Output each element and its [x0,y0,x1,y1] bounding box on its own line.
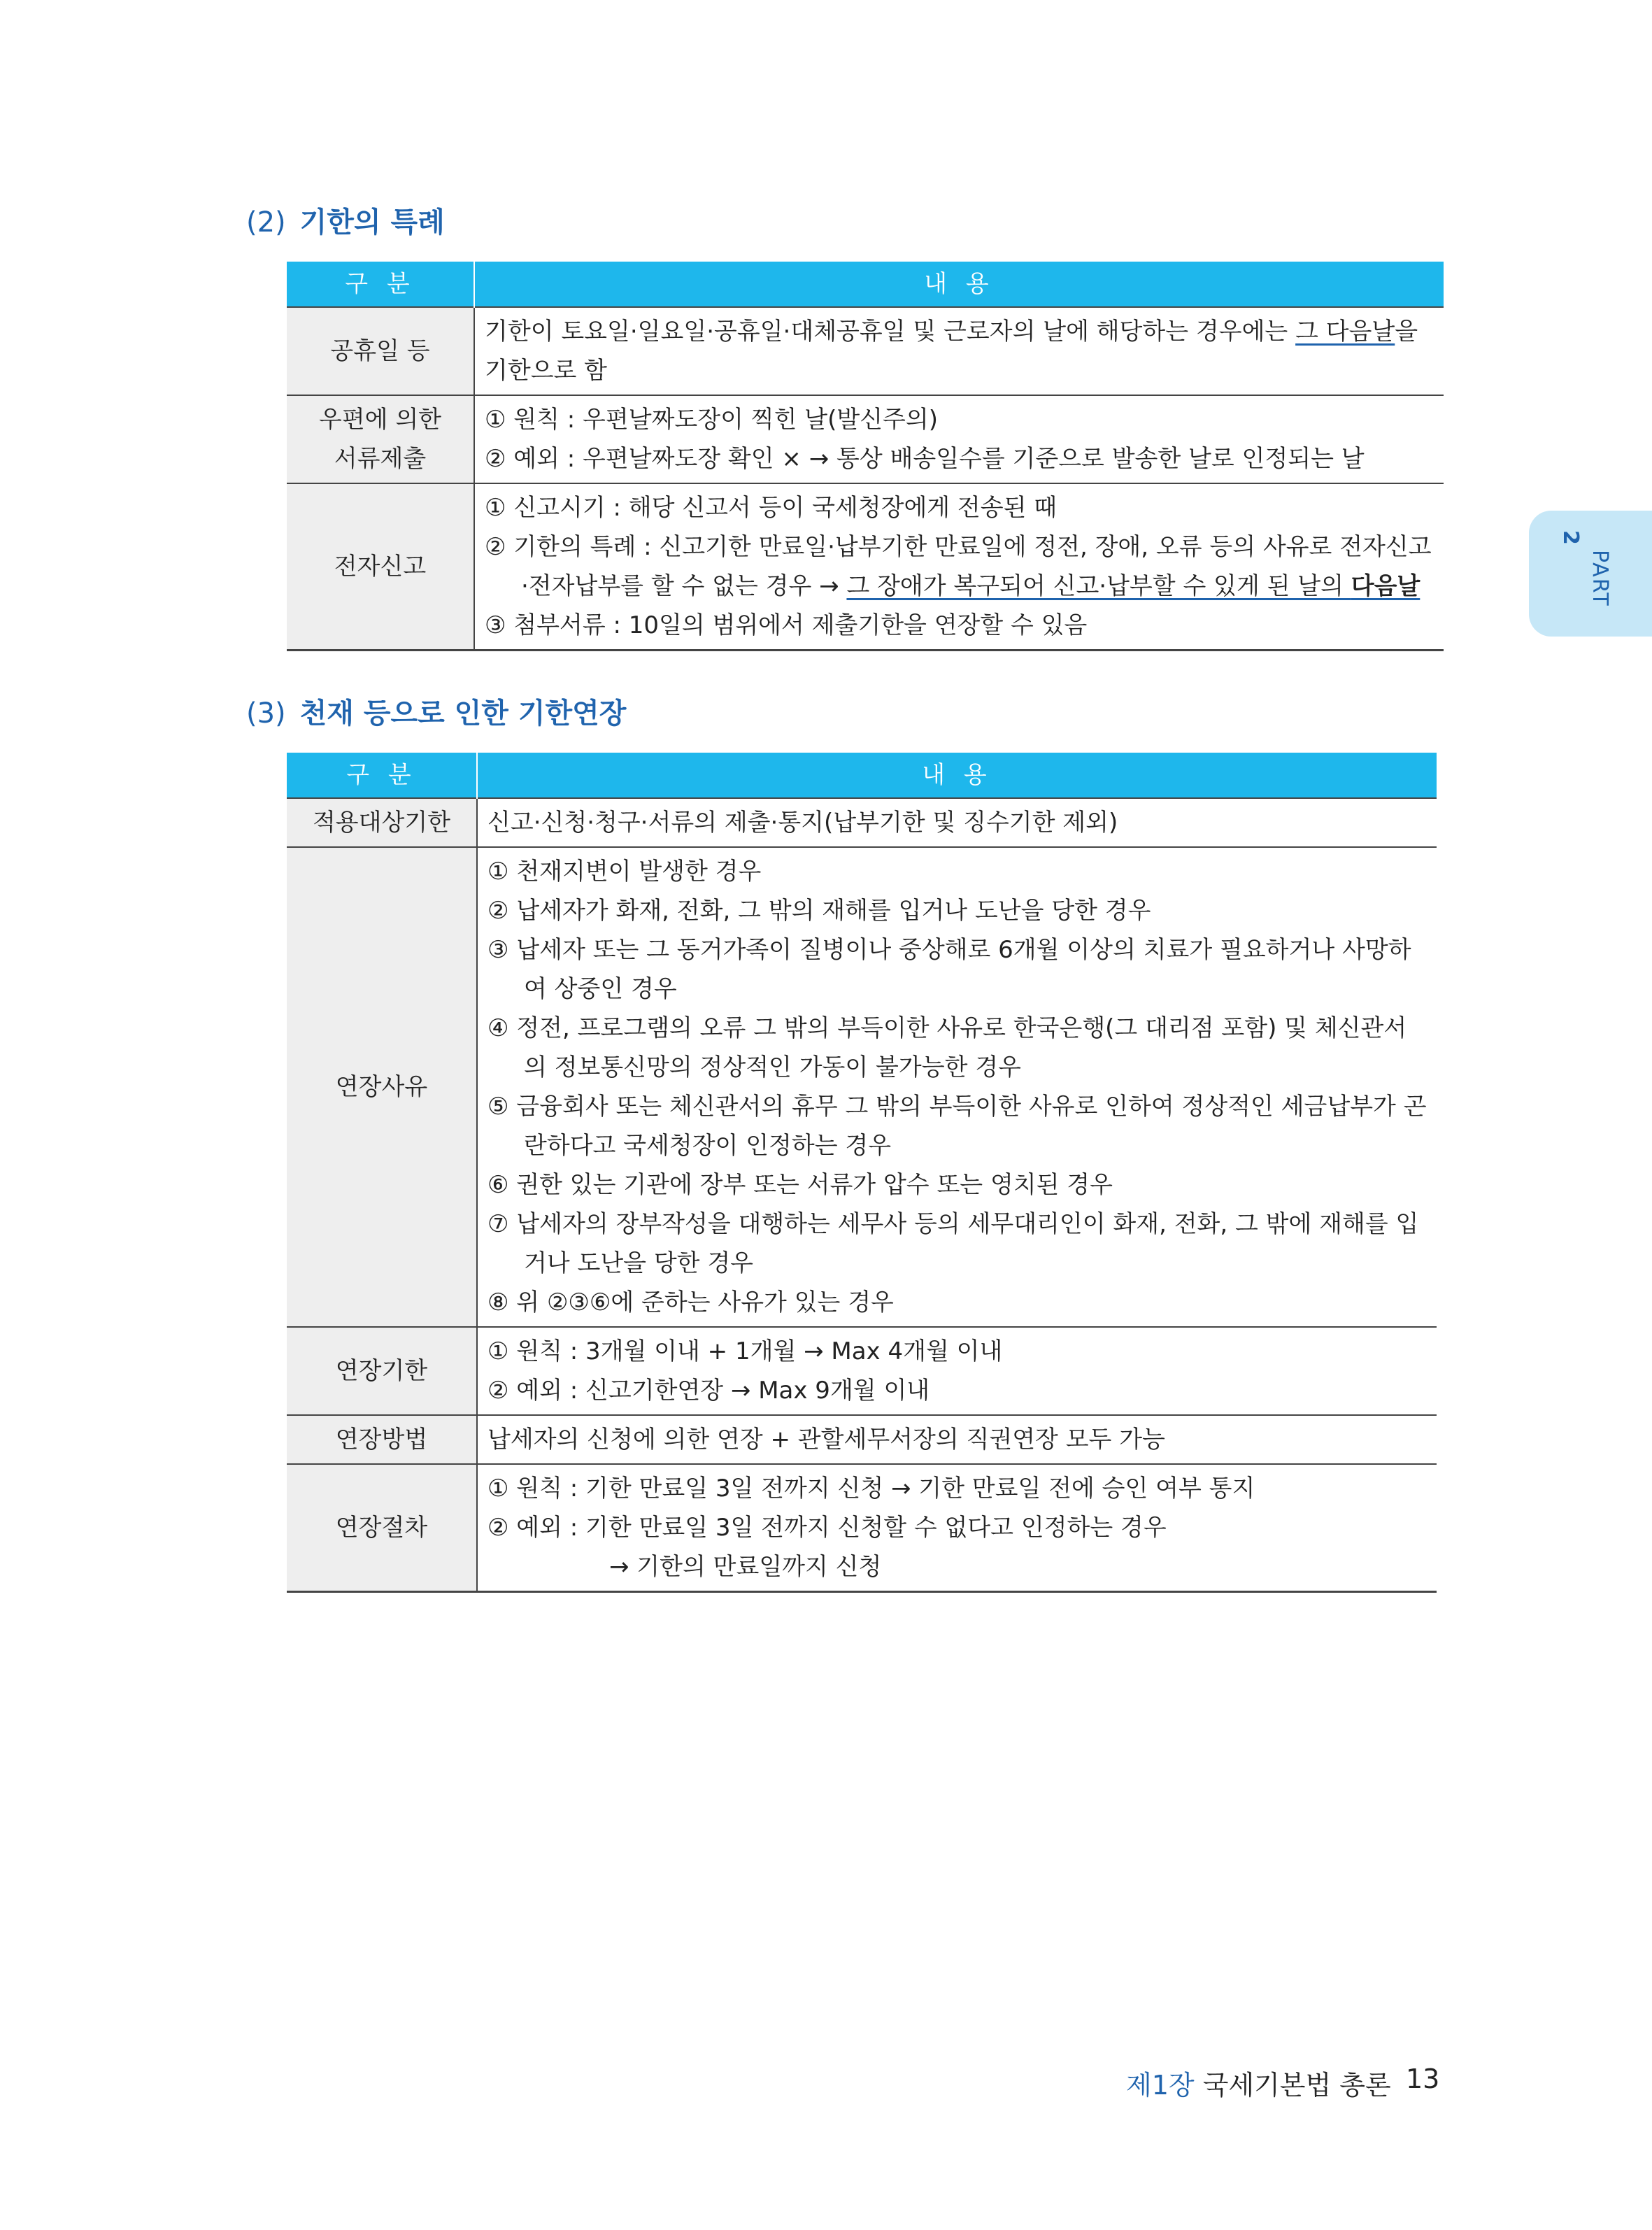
row-content-holiday [474,307,1444,395]
section-3-number: (3) [246,697,286,730]
period-item-2: ② 예외 : 신고기한연장 → Max 9개월 이내 [487,1377,930,1405]
table-header-row [287,262,1444,307]
holiday-text-b: 을 기한으로 함 [485,318,1418,385]
section-2-number: (2) [246,206,286,239]
table-row [287,1464,1437,1592]
footer-chapter-title: 국세기본법 총론 [1202,2070,1391,2101]
reason-item: ⑤ 금융회사 또는 체신관서의 휴무 그 밖의 부득이한 사유로 인하여 정상적인 세금납부가 곤란하다고 국세청장이 인정하는 경우 [487,1093,1427,1160]
electronic-item-1: ① 신고시기 : 해당 신고서 등이 국세청장에게 전송된 때 [485,494,1058,522]
row-content-method: 납세자의 신청에 의한 연장 + 관할세무서장의 직권연장 모두 가능 [477,1415,1437,1464]
procedure-item-2: ② 예외 : 기한 만료일 3일 전까지 신청할 수 없다고 인정하는 경우 [487,1514,1167,1542]
procedure-item-1: ① 원칙 : 기한 만료일 3일 전까지 신청 → 기한 만료일 전에 승인 여부 통지 [487,1475,1255,1503]
reason-item: ③ 납세자 또는 그 동거가족이 질병이나 중상해로 6개월 이상의 치료가 필요하거나 사망하여 상중인 경우 [487,936,1411,1003]
mail-item-2: ② 예외 : 우편날짜도장 확인 × → 통상 배송일수를 기준으로 발송한 날로 인정되는 날 [485,445,1365,473]
header-content: 내 용 [474,262,1444,307]
table-row [287,1415,1437,1464]
row-content-period [477,1327,1437,1415]
table-row [287,307,1444,395]
table-row [287,1327,1437,1415]
mail-label-line2: 서류제출 [334,445,427,473]
procedure-item-2-continuation: → 기한의 만료일까지 신청 [609,1553,882,1581]
row-content-mail [474,395,1444,483]
row-label-holiday: 공휴일 등 [287,307,474,395]
electronic-item-2-bold: 다음날 [1351,572,1420,600]
reason-item: ① 천재지변이 발생한 경우 [487,858,762,886]
row-content-procedure [477,1464,1437,1592]
holiday-text-a: 기한이 토요일·일요일·공휴일·대체공휴일 및 근로자의 날에 해당하는 경우에는 [485,318,1296,346]
part-tab-label [1558,530,1612,607]
reason-item: ⑦ 납세자의 장부작성을 대행하는 세무사 등의 세무대리인이 화재, 전화, 그 밖에 재해를 입거나 도난을 당한 경우 [487,1210,1419,1277]
part-side-tab [1529,511,1652,637]
table-row [287,483,1444,651]
deadline-extension-table [287,753,1437,1593]
row-label-mail [287,395,474,483]
page-footer [1126,2064,1440,2102]
electronic-item-3: ③ 첨부서류 : 10일의 범위에서 제출기한을 연장할 수 있음 [485,611,1088,639]
mail-item-1: ① 원칙 : 우편날짜도장이 찍힌 날(발신주의) [485,406,939,434]
table-row [287,847,1437,1327]
section-3-title [246,691,626,731]
electronic-item-2-underline: 그 장애가 복구되어 신고·납부할 수 있게 된 날의 [846,572,1351,600]
part-tab-text: PART [1588,550,1612,607]
row-label-period: 연장기한 [287,1327,477,1415]
row-label-electronic: 전자신고 [287,483,474,651]
section-2-heading: 기한의 특례 [299,206,445,239]
reason-item: ② 납세자가 화재, 전화, 그 밖의 재해를 입거나 도난을 당한 경우 [487,897,1151,925]
row-label-procedure: 연장절차 [287,1464,477,1592]
row-content-reasons [477,847,1437,1327]
page-number: 13 [1406,2064,1440,2094]
electronic-item-2-text: ② 기한의 특례 : 신고기한 만료일·납부기한 만료일에 정전, 장애, 오류 등의 사유로 전자신고·전자납부를 할 수 없는 경우 → [485,533,1432,600]
section-3-heading: 천재 등으로 인한 기한연장 [299,697,627,730]
electronic-item-2 [485,527,1434,606]
part-tab-number: 2 [1558,530,1583,546]
row-label-reasons: 연장사유 [287,847,477,1327]
header-category: 구 분 [287,753,477,798]
mail-label-line1: 우편에 의한 [318,406,442,434]
row-content-electronic [474,483,1444,651]
holiday-text-underline: 그 다음날 [1295,318,1395,346]
table-row [287,395,1444,483]
deadline-exception-table [287,262,1444,651]
reason-item: ⑥ 권한 있는 기관에 장부 또는 서류가 압수 또는 영치된 경우 [487,1171,1113,1199]
table-row [287,798,1437,847]
row-label-method: 연장방법 [287,1415,477,1464]
reason-item: ⑧ 위 ②③⑥에 준하는 사유가 있는 경우 [487,1288,894,1316]
reason-item: ④ 정전, 프로그램의 오류 그 밖의 부득이한 사유로 한국은행(그 대리점 포함) 및 체신관서의 정보통신망의 정상적인 가동이 불가능한 경우 [487,1014,1407,1081]
period-item-1: ① 원칙 : 3개월 이내 + 1개월 → Max 4개월 이내 [487,1337,1003,1365]
row-label-target: 적용대상기한 [287,798,477,847]
section-2-title [246,200,445,240]
footer-chapter: 제1장 [1126,2070,1195,2101]
row-content-target: 신고·신청·청구·서류의 제출·통지(납부기한 및 징수기한 제외) [477,798,1437,847]
table-header-row [287,753,1437,798]
header-content: 내 용 [477,753,1437,798]
header-category: 구 분 [287,262,474,307]
